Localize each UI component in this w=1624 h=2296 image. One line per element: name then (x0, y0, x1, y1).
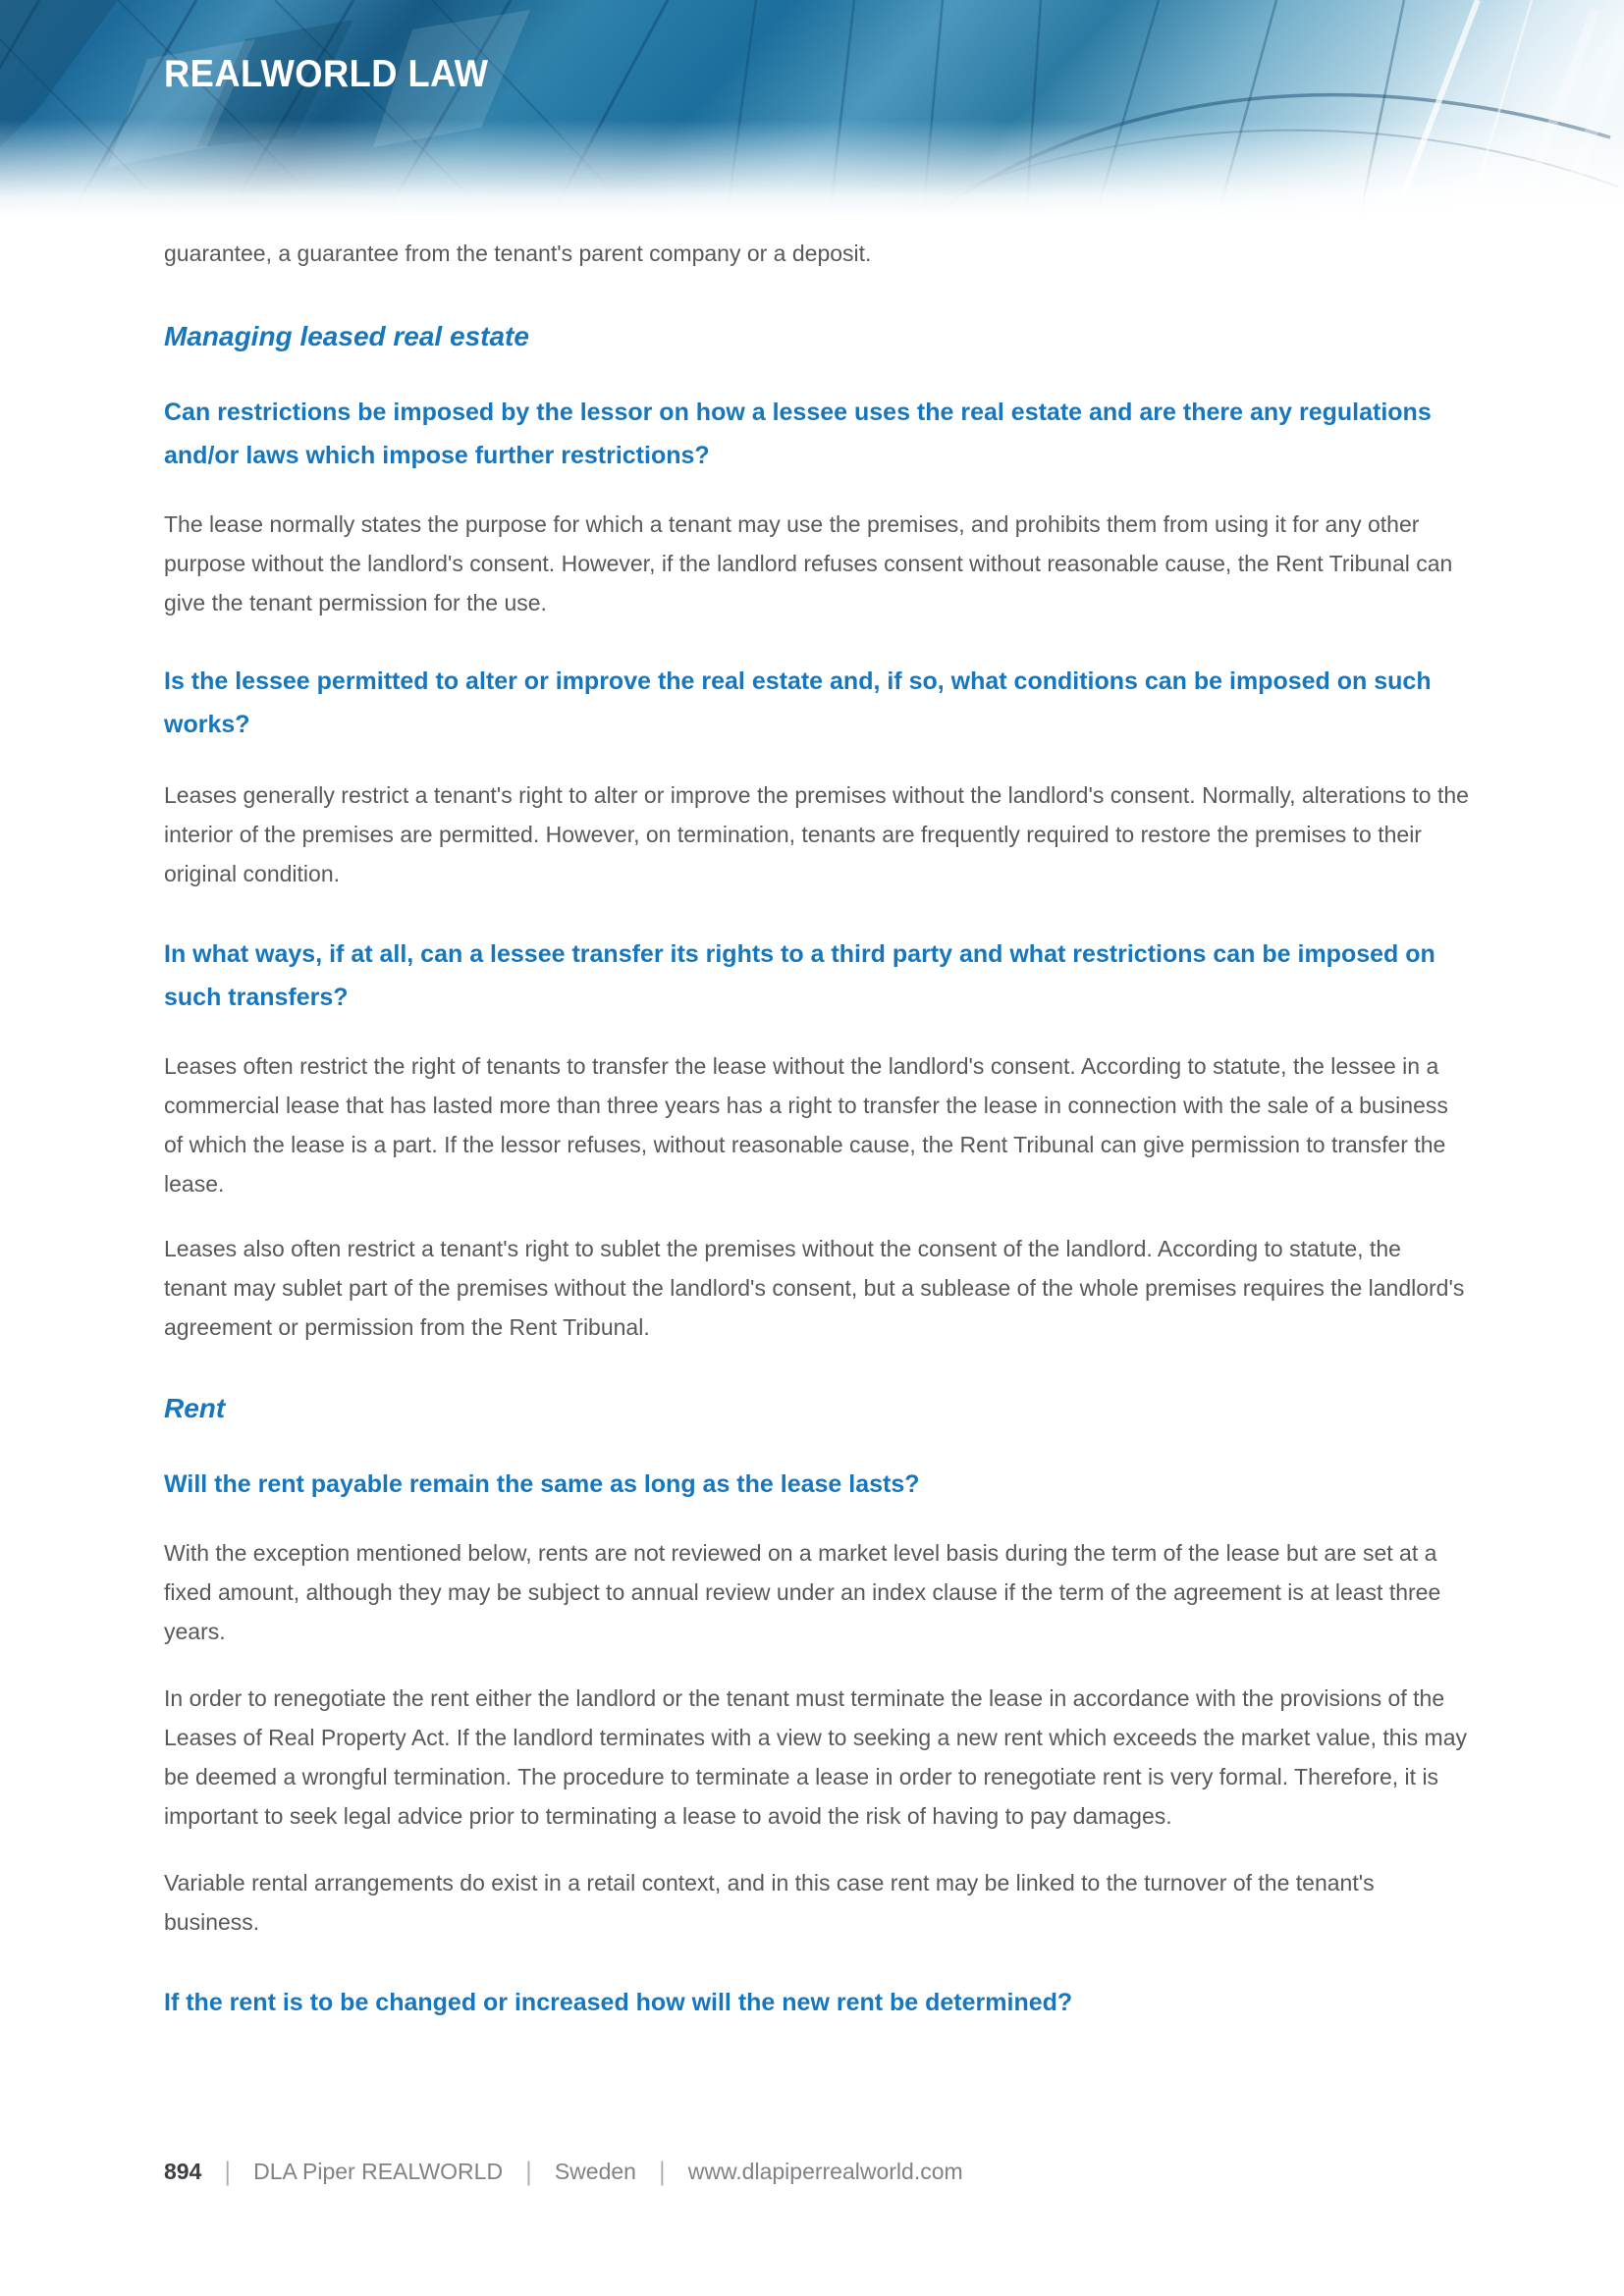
question-heading: Will the rent payable remain the same as long as the lease lasts? (164, 1470, 920, 1498)
footer-country: Sweden (554, 2159, 636, 2184)
page-title: REALWORLD LAW (164, 53, 489, 95)
paragraph: The lease normally states the purpose for which a tenant may use the premises, and prohibits them from using it for any other purpose without the landlord's consent. However, if the landlord refuses consent without reasonable cause, the Rent Tribunal can give the tenant permission for the use. (164, 511, 1453, 615)
question-heading: Can restrictions be imposed by the lessor on how a lessee uses the real estate and are there any regulations and/or laws which impose further restrictions? (164, 399, 1432, 469)
footer-website-link[interactable]: www.dlapiperrealworld.com (687, 2159, 963, 2184)
footer-brand: DLA Piper REALWORLD (253, 2159, 504, 2184)
question-heading: In what ways, if at all, can a lessee transfer its rights to a third party and what restrictions can be imposed on such transfers? (164, 940, 1435, 1011)
paragraph: With the exception mentioned below, rents are not reviewed on a market level basis during the term of the lease but are set at a fixed amount, although they may be subject to annual review under an index clause if the term of the agreement is at least three years. (164, 1540, 1441, 1644)
paragraph: Leases often restrict the right of tenants to transfer the lease without the landlord's consent. According to statute, the lessee in a commercial lease that has lasted more than three years has a right to transfer the lease in connection with the sale of a business of which the lease is a part. If the lessor refuses, without reasonable cause, the Rent Tribunal can give permission to transfer the lease. (164, 1053, 1448, 1197)
footer-separator: | (659, 2156, 666, 2186)
question-heading: If the rent is to be changed or increased how will the new rent be determined? (164, 1989, 1073, 2016)
document-content (164, 214, 1470, 2024)
footer (164, 2156, 963, 2186)
paragraph: In order to renegotiate the rent either the landlord or the tenant must terminate the lease in accordance with the provisions of the Leases of Real Property Act. If the landlord terminates with a view to seeking a new rent which exceeds the market value, this may be deemed a wrongful termination. The procedure to terminate a lease in order to renegotiate rent is very formal. Therefore, it is important to seek legal advice prior to terminating a lease to avoid the risk of having to pay damages. (164, 1685, 1467, 1829)
header-banner (0, 0, 1624, 218)
section-heading: Rent (164, 1393, 226, 1423)
paragraph: Variable rental arrangements do exist in a retail context, and in this case rent may be linked to the turnover of the tenant's business. (164, 1870, 1375, 1935)
header-white-fade (0, 120, 1624, 218)
footer-separator: | (525, 2156, 532, 2186)
paragraph: guarantee, a guarantee from the tenant's parent company or a deposit. (164, 240, 872, 266)
footer-page-number: 894 (164, 2159, 202, 2184)
paragraph: Leases also often restrict a tenant's right to sublet the premises without the consent of the landlord. According to statute, the tenant may sublet part of the premises without the landlord's consent, but a sublease of the whole premises requires the landlord's agreement or permission from the Rent Tribunal. (164, 1236, 1465, 1340)
footer-separator: | (224, 2156, 231, 2186)
question-heading: Is the lessee permitted to alter or improve the real estate and, if so, what conditions can be imposed on such works? (164, 667, 1432, 738)
section-heading: Managing leased real estate (164, 321, 529, 351)
paragraph: Leases generally restrict a tenant's right to alter or improve the premises without the landlord's consent. Normally, alterations to the interior of the premises are permitted. However, on termination, tenants are frequently required to restore the premises to their original condition. (164, 782, 1469, 886)
